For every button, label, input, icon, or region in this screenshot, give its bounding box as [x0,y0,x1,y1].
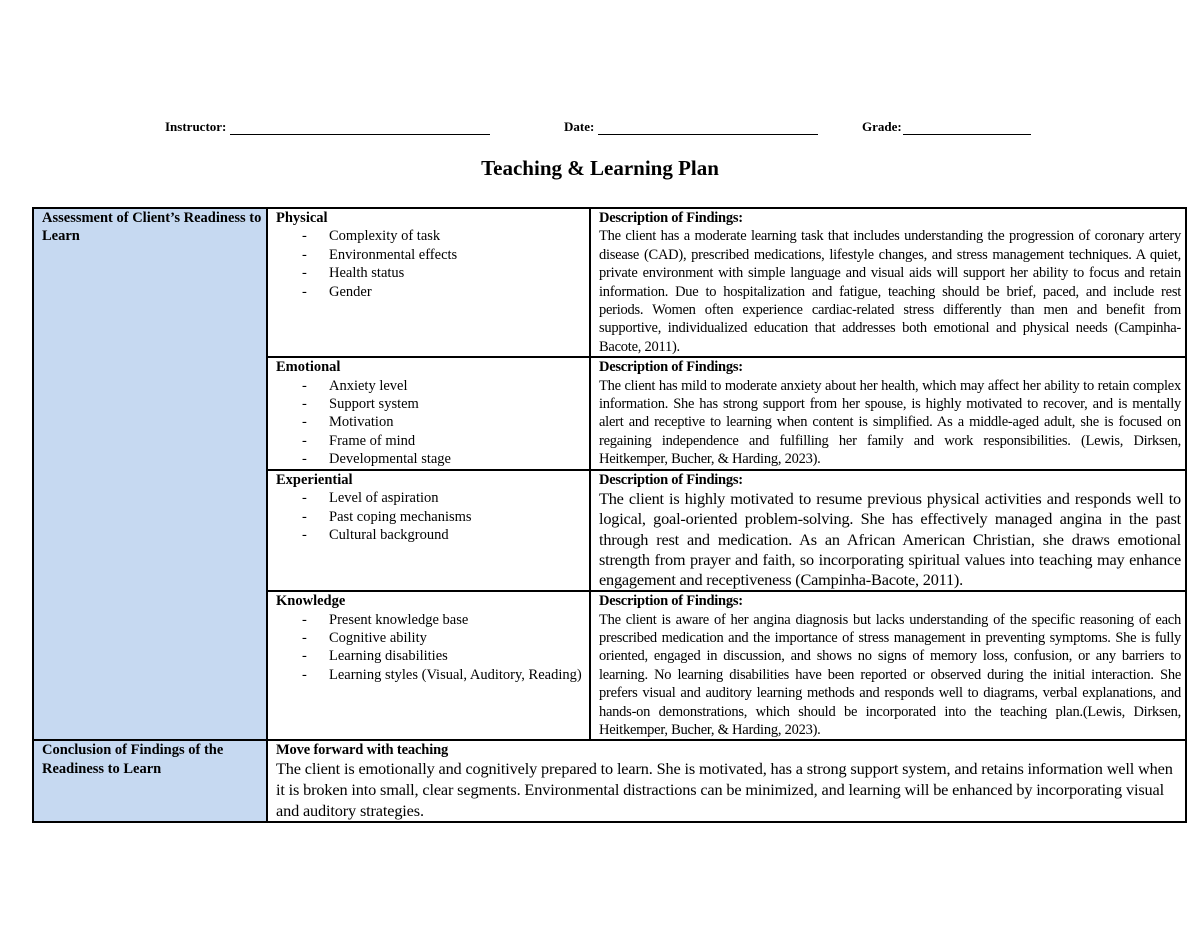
list-item: - Motivation [302,413,585,431]
conclusion-text: The client is emotionally and cognitively prepared to learn. She is motivated, has a strong support system, and retains information well when it is broken into small, clear segments. Environmental distractions can be minimized, and learning will be enhanced by incorporating visual and auditory strategies. [276,759,1173,820]
findings-label: Description of Findings: [599,210,743,226]
factor-list [276,489,585,544]
table-row-physical [33,208,1186,357]
header-fields [0,119,1200,139]
list-item: - Complexity of task [302,227,585,245]
findings-cell-experiential [590,470,1186,591]
findings-cell-emotional [590,357,1186,469]
grade-label: Grade: [862,119,902,134]
findings-text: The client is aware of her angina diagnosis but lacks understanding of the specific reasoning of each prescribed medication and the importance of stress management in preventing symptoms. She is fully oriented, engaged in discussion, and shows no signs of memory loss, confusion, or any barriers to learning. No learning disabilities have been reported or observed during the initial interaction. She prefers visual and auditory learning methods and responds well to diagrams, verbal explanations, and hands-on demonstrations, which should be incorporated into the teaching plan.(Lewis, Dirksen, Heitkemper, Bucher, & Harding, 2023). [599,611,1181,738]
date-blank-line[interactable] [598,120,818,135]
assessment-label: Assessment of Client’s Readiness to Learn [42,210,262,245]
factor-cell-emotional [267,357,590,469]
page-title: Teaching & Learning Plan [481,156,719,180]
list-item: - Support system [302,395,585,413]
findings-text: The client has a moderate learning task that includes understanding the progression of coronary artery disease (CAD), prescribed medications, lifestyle changes, and stress management techniques. A quiet, private environment with simple language and visual aids will support her ability to focus and retain information. Due to hospitalization and fatigue, teaching should be brief, paced, and include rest periods. Women often experience cardiac-related stress differently than men and benefit from supportive, individualized education that addresses both emotional and physical needs (Campinha-Bacote, 2011). [599,228,1181,355]
list-item: - Gender [302,283,585,301]
teaching-plan-table [32,207,1187,823]
assessment-label-cell [33,208,267,740]
conclusion-cell [267,740,1186,822]
findings-cell-knowledge [590,591,1186,740]
table-row-conclusion [33,740,1186,822]
list-item: - Frame of mind [302,432,585,450]
date-field[interactable] [564,119,818,135]
date-label: Date: [564,119,595,134]
factor-cell-experiential [267,470,590,591]
section-heading: Experiential [276,471,353,488]
findings-label: Description of Findings: [599,471,743,488]
list-item: - Health status [302,264,585,282]
factor-list [276,227,585,301]
grade-blank-line[interactable] [903,120,1031,135]
factor-cell-knowledge [267,591,590,740]
section-heading: Physical [276,210,328,226]
list-item: - Past coping mechanisms [302,508,585,526]
factor-list [276,377,585,469]
conclusion-label-cell [33,740,267,822]
factor-list [276,611,585,685]
list-item: - Cultural background [302,526,585,544]
findings-cell-physical [590,208,1186,357]
section-heading: Knowledge [276,593,346,610]
conclusion-label: Conclusion of Findings of the Readiness to Learn [42,742,224,777]
section-heading: Emotional [276,359,341,376]
list-item: - Cognitive ability [302,629,585,647]
list-item: - Anxiety level [302,377,585,395]
list-item: - Present knowledge base [302,611,585,629]
instructor-blank-line[interactable] [230,120,490,135]
list-item: - Learning disabilities [302,647,585,665]
findings-label: Description of Findings: [599,593,743,610]
findings-text: The client is highly motivated to resume previous physical activities and responds well to logical, goal-oriented problem-solving. She has effectively managed angina in the past through rest and medication. As an African American Christian, she draws emotional strength from prayer and faith, so incorporating spiritual values into teaching may enhance engagement and receptiveness (Campinha-Bacote, 2011). [599,489,1181,589]
instructor-label: Instructor: [165,119,227,134]
findings-text: The client has mild to moderate anxiety about her health, which may affect her ability to retain complex information. She has strong support from her spouse, is highly motivated to recover, and is mentally alert and receptive to learning when content is simplified. As a middle-aged adult, she is focused on regaining independence and fulfilling her family and work responsibilities. (Lewis, Dirksen, Heitkemper, Bucher, & Harding, 2023). [599,377,1181,468]
list-item: - Developmental stage [302,450,585,468]
conclusion-heading: Move forward with teaching [276,742,449,759]
instructor-field[interactable] [165,119,490,135]
list-item: - Environmental effects [302,246,585,264]
grade-field[interactable] [862,119,1031,135]
factor-cell-physical [267,208,590,357]
list-item: - Learning styles (Visual, Auditory, Reading) [302,666,585,684]
list-item: - Level of aspiration [302,489,585,507]
findings-label: Description of Findings: [599,359,743,376]
